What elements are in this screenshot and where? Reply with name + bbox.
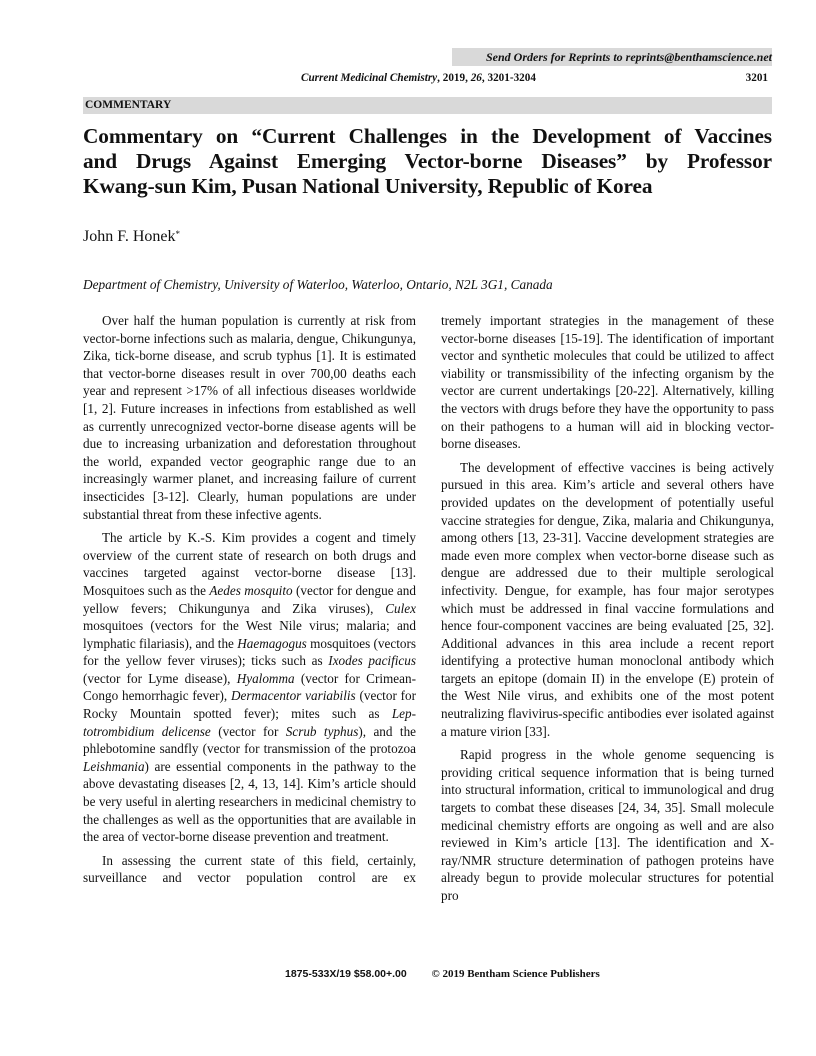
text-run: The article by K.-S. Kim provides a cogent and timely overview of the current state of research on both drugs and vaccines targeted against vector-borne disease [13]. Mosquitoes such as the <box>83 530 416 598</box>
text-run: ), and the phlebotomine sandfly (vector for transmission of the protozoa <box>83 723 417 757</box>
title-line-2: and Drugs Against Emerging Vector-borne Diseases” by Professor <box>83 149 772 173</box>
article-title <box>83 124 772 199</box>
text-run: mosquitoes (vectors for the West Nile virus; malaria; and lymphatic filariasis), and the <box>83 618 416 651</box>
species-name: Haemagogus <box>237 635 307 651</box>
text-run: ) are essential components in the pathway to the above devastating diseases [2, 4, 13, 14]. Kim’s article should be very useful in alerting researchers in medicinal chemistry to the challenges as well as the opportunities that are available in the area of vector-borne disease prevention and treatment. <box>83 758 416 845</box>
reprint-notice-band <box>452 48 772 66</box>
text-run: (vector for Crimean-Congo hemorrhagic fever), <box>83 670 416 704</box>
text-run: mosquitoes (vectors for the yellow fever viruses); ticks such as <box>83 635 416 669</box>
species-name: Dermacentor variabilis <box>231 688 356 704</box>
species-name: Culex <box>385 600 416 616</box>
species-name: Leishmania <box>83 758 145 774</box>
species-name: Ixodes pacificus <box>328 653 416 669</box>
paragraph-5: Rapid progress in the whole genome sequencing is providing critical sequence information that is being turned into structural information, critical to immunological and drug targets to combat these diseases [24, 34, 35]. Small molecule medicinal chemistry efforts are ongoing as well and are also reviewed in Kim’s article [13]. The identification and X-ray/NMR structure determination of pathogen proteins have already begun to provide molecular structures for potential pro <box>441 747 774 903</box>
author-line <box>83 227 180 247</box>
reprint-notice: Send Orders for Reprints to reprints@benthamscience.net <box>485 50 772 64</box>
author-affiliation: Department of Chemistry, University of Waterloo, Waterloo, Ontario, N2L 3G1, Canada <box>83 277 553 292</box>
issn-price: 1875-533X/19 $58.00+.00 <box>285 968 407 980</box>
title-line-1: Commentary on “Current Challenges in the Development of Vaccines <box>83 124 772 148</box>
journal-pages: , 3201-3204 <box>481 72 536 84</box>
journal-citation <box>301 70 536 86</box>
paragraph-2 <box>83 529 416 846</box>
journal-year: , 2019, <box>437 72 471 84</box>
species-name: Leptotrombidium delicense <box>83 706 416 739</box>
journal-volume: 26 <box>470 72 482 84</box>
paragraph-4: The development of effective vaccines is being actively pursued in this area. Kim’s article and several others have provided updates on the development of potentially useful vaccine strategies for dengue, Zika, malaria and Chikungunya, among others [13, 23-31]. Vaccine development strategies are made even more complex when vector-borne disease such as dengue are addressed due to their multiple serological infectivity. Dengue, for example, has four major serotypes which must be addressed in final vaccine formulations and hence four-component vaccines are being evaluated [25, 32]. Additional advances in this area include a recent report identifying a protective human monoclonal antibody which targets an epitope (domain II) in the envelope (E) protein of the West Nile virus, and exhibits one of the most potent neutralizing flavivirus-specific antibodies ever isolated against a mature virion [33]. <box>441 459 774 739</box>
paragraph-3: In assessing the current state of this field, certainly, surveillance and vector population control are ex <box>83 852 416 886</box>
journal-name: Current Medicinal Chemistry <box>301 72 438 84</box>
section-label-band <box>83 97 772 114</box>
text-run: (vector for Rocky Mountain spotted fever); mites such as <box>83 688 417 722</box>
species-name: Aedes mosquito <box>209 582 293 598</box>
corresponding-author-mark: * <box>175 229 180 239</box>
body-column-right <box>441 312 774 911</box>
disease-name: Scrub typhus <box>285 723 359 739</box>
journal-header <box>83 70 772 86</box>
author-name: John F. Honek <box>83 228 176 245</box>
section-label: COMMENTARY <box>85 99 172 111</box>
copyright-notice: © 2019 Bentham Science Publishers <box>431 968 600 980</box>
page-footer <box>285 967 600 981</box>
text-run: (vector for Lyme disease), <box>83 670 237 686</box>
text-run: (vector for dengue and yellow fevers; Chikungunya and Zika viruses), <box>83 582 416 616</box>
paragraph-1: Over half the human population is currently at risk from vector-borne infections such as malaria, dengue, Chikungunya, Zika, tick-borne disease, and scrub typhus [1]. It is estimated that vector-borne diseases result in over 700,00 deaths each year and represent >17% of all infectious diseases worldwide [1, 2]. Future increases in infections from established as well as currently unrecognized vector-borne disease agents will be due to increasing urbanization and deforestation throughout the world, expanded vector geographic range due to an increasingly warmer planet, and increasing failure of current insecticides [3-12]. Clearly, human populations are under substantial threat from these infective agents. <box>83 313 416 522</box>
body-column-left <box>83 312 416 893</box>
page-number: 3201 <box>745 72 768 84</box>
text-run: (vector for <box>210 723 286 739</box>
paragraph-3-continued: tremely important strategies in the management of these vector-borne diseases [15-19]. The identification of important vector and synthetic molecules that could be utilized to affect viability or transmissibility of the infecting organism by the vector are current undertakings [20-22]. Alternatively, killing the vectors with drugs before they have the opportunity to pass on their pathogens to a human will aid in blocking vector-borne diseases. <box>441 313 774 452</box>
title-line-3: Kwang-sun Kim, Pusan National University, Republic of Korea <box>83 174 653 198</box>
species-name: Hyalomma <box>236 670 295 686</box>
